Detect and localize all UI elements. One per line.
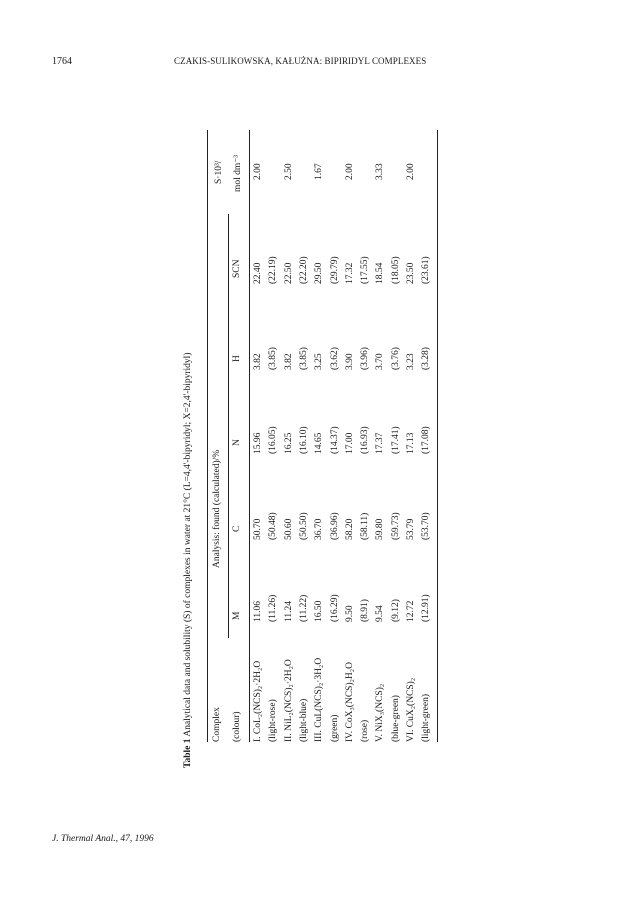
table-caption-text: Analytical data and solubility (S) of complexes in water at 21°C (L=4,4'-bipyridyl; X=2,4'-bipyridyl) — [183, 352, 193, 737]
page-number: 1764 — [52, 56, 72, 67]
cell-s: 2.00 — [253, 163, 263, 180]
cell-m: 12.72 — [406, 600, 416, 622]
cell-m: (11.22) — [298, 594, 309, 622]
cell-scn: 17.32 — [344, 262, 355, 284]
cell-complex: IV. CoX₃(NCS)₂H₂O — [344, 662, 355, 742]
cell-n: (17.08) — [421, 426, 432, 454]
col-N-head: N — [232, 439, 242, 446]
cell-s: 1.67 — [314, 163, 325, 180]
cell-scn: 23.50 — [406, 262, 416, 284]
cell-h: (3.96) — [360, 347, 371, 370]
cell-scn: 29.50 — [314, 262, 325, 284]
cell-complex: III. CuL(NCS)₂·3H₂O — [314, 657, 325, 742]
col-H-head: H — [232, 355, 242, 362]
cell-n: (17.41) — [390, 426, 401, 454]
cell-m: 11.24 — [283, 600, 294, 622]
cell-c: 50.70 — [253, 518, 263, 540]
cell-scn: (29.79) — [329, 256, 340, 284]
cell-c: 36.70 — [314, 518, 325, 540]
cell-m: (11.26) — [268, 594, 279, 622]
cell-n: (14.37) — [329, 426, 340, 454]
cell-c: 53.79 — [406, 518, 416, 540]
cell-m: 11.06 — [253, 600, 263, 622]
cell-h: 3.23 — [406, 353, 416, 370]
cell-h: (3.76) — [390, 347, 401, 370]
cell-m: (9.12) — [390, 599, 401, 622]
cell-c: (59.73) — [390, 512, 401, 540]
cell-m: (16.29) — [329, 594, 340, 622]
cell-complex: V. NiX₃(NCS)₂ — [375, 683, 386, 742]
cell-scn: 22.40 — [253, 262, 263, 284]
cell-scn: (17.55) — [360, 256, 371, 284]
cell-h: 3.82 — [283, 353, 294, 370]
cell-m: 9.54 — [375, 605, 386, 622]
cell-s: 2.00 — [406, 163, 416, 180]
col-complex-head: Complex — [212, 707, 222, 742]
cell-complex: (green) — [329, 714, 340, 742]
cell-h: 3.82 — [253, 353, 263, 370]
cell-scn: 18.54 — [375, 262, 386, 284]
cell-scn: (23.61) — [421, 256, 432, 284]
cell-c: (50.50) — [298, 512, 309, 540]
journal-footer: J. Thermal Anal., 47, 1996 — [52, 834, 154, 844]
col-units-head: mol dm⁻³ — [233, 154, 243, 192]
cell-complex: II. NiL₂(NCS)₂·2H₂O — [283, 659, 294, 742]
rule-top — [207, 130, 208, 742]
cell-h: (3.28) — [421, 347, 432, 370]
cell-c: (50.48) — [268, 512, 279, 540]
cell-complex: (light-blue) — [298, 698, 309, 742]
cell-h: (3.62) — [329, 347, 340, 370]
cell-h: 3.70 — [375, 353, 386, 370]
cell-m: (8.91) — [360, 599, 371, 622]
cell-s: 2.00 — [344, 163, 355, 180]
cell-s: 2.50 — [283, 163, 294, 180]
cell-h: (3.85) — [298, 347, 309, 370]
cell-c: 50.60 — [283, 518, 294, 540]
cell-complex: (blue-green) — [390, 695, 401, 742]
col-SCN-head: SCN — [232, 259, 242, 278]
cell-c: (36.96) — [329, 512, 340, 540]
cell-c: (58.11) — [360, 512, 371, 540]
cell-complex: VI. CuX₂(NCS)₂ — [406, 677, 416, 742]
cell-c: 58.20 — [344, 518, 355, 540]
cell-complex: (light-rose) — [268, 699, 279, 742]
cell-complex: I. CoL₂(NCS)₂·2H₂O — [253, 660, 263, 742]
cell-n: 14.65 — [314, 432, 325, 454]
cell-n: (16.93) — [360, 426, 371, 454]
rule-analysis — [228, 214, 229, 638]
cell-n: 16.25 — [283, 432, 294, 454]
cell-scn: (22.20) — [298, 256, 309, 284]
cell-scn: (18.05) — [390, 256, 401, 284]
cell-c: (53.70) — [421, 512, 432, 540]
cell-m: 9.50 — [344, 605, 355, 622]
cell-complex: (light-green) — [421, 693, 432, 742]
cell-s: 3.33 — [375, 163, 386, 180]
col-C-head: C — [232, 525, 242, 532]
cell-n: 15.96 — [253, 432, 263, 454]
rule-header — [249, 130, 250, 742]
cell-scn: (22.19) — [268, 256, 279, 284]
cell-n: 17.37 — [375, 432, 386, 454]
cell-h: 3.25 — [314, 353, 325, 370]
running-title: CZAKIS-SULIKOWSKA, KAŁUŻNA: BIPIRIDYL COMPLEXES — [174, 56, 427, 66]
rule-bottom — [437, 130, 438, 742]
col-M-head: M — [232, 611, 242, 620]
cell-n: 17.13 — [406, 432, 416, 454]
cell-m: (12.91) — [421, 594, 432, 622]
table-caption — [183, 353, 193, 768]
cell-n: 17.00 — [344, 432, 355, 454]
col-analysis-head: Analysis: found (calculated)/% — [212, 449, 222, 568]
cell-n: (16.05) — [268, 426, 279, 454]
col-colour-head: (colour) — [232, 711, 242, 742]
cell-complex: (rose) — [360, 719, 371, 742]
cell-m: 16.50 — [314, 600, 325, 622]
cell-h: 3.90 — [344, 353, 355, 370]
rotated-table — [183, 120, 443, 768]
col-solubility-head: S·10³/ — [214, 160, 224, 184]
cell-h: (3.85) — [268, 347, 279, 370]
cell-scn: 22.50 — [283, 262, 294, 284]
table-caption-label: Table 1 — [183, 738, 193, 768]
cell-c: 59.80 — [375, 518, 386, 540]
cell-n: (16.10) — [298, 426, 309, 454]
